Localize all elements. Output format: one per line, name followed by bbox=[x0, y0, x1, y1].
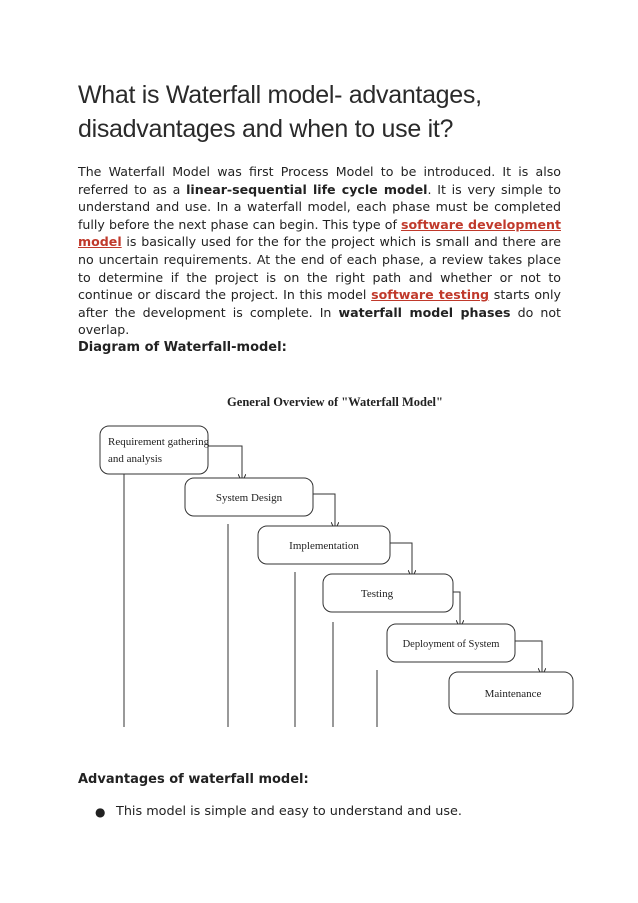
page-title: What is Waterfall model- advantages, disadvantages and when to use it? bbox=[78, 81, 482, 143]
intro-text-5: do not overlap. bbox=[78, 304, 561, 338]
intro-text-4: starts only after the development is complete. In bbox=[78, 287, 561, 320]
list-item bbox=[78, 803, 568, 821]
phase-label-requirements-line1: Requirement gathering bbox=[108, 436, 210, 448]
phase-box-testing bbox=[323, 574, 453, 612]
arrow-requirements-to-design bbox=[208, 446, 242, 478]
intro-bold-linear-sequential: linear-sequential life cycle model bbox=[186, 181, 428, 197]
phase-label-deployment: Deployment of System bbox=[402, 639, 500, 650]
phase-box-implementation bbox=[258, 526, 390, 564]
waterfall-diagram bbox=[90, 382, 580, 732]
software-testing-link[interactable]: software testing bbox=[371, 287, 490, 303]
phase-label-maintenance: Maintenance bbox=[484, 688, 542, 700]
intro-bold-phases: waterfall model phases bbox=[338, 304, 511, 320]
phase-box-system-design bbox=[185, 478, 313, 516]
phase-box-requirements bbox=[100, 426, 210, 474]
intro-text-2: . It is very simple to understand and use. In a waterfall model, each phase must be completed fully before the next phase can begin. This type of bbox=[78, 181, 561, 232]
phase-label-implementation: Implementation bbox=[289, 540, 359, 552]
diagram-heading: Diagram of Waterfall-model: bbox=[78, 340, 287, 355]
phase-label-system-design: System Design bbox=[215, 492, 283, 504]
bullet-icon: ● bbox=[95, 805, 106, 819]
phase-box-deployment bbox=[387, 624, 515, 662]
phase-label-testing: Testing bbox=[360, 588, 394, 600]
advantages-list bbox=[78, 803, 568, 821]
diagram-title: General Overview of "Waterfall Model" bbox=[227, 395, 443, 409]
advantage-text: This model is simple and easy to understand and use. bbox=[116, 804, 462, 819]
intro-text-3: is basically used for the for the project which is small and there are no uncertain requirements. At the end of each phase, a review takes place to determine if the project is on the right path and whether or not to continue or discard the project. In this model bbox=[78, 234, 561, 303]
intro-text-1: The Waterfall Model was first Process Model to be introduced. It is also referred to as a bbox=[78, 164, 561, 197]
intro-paragraph bbox=[78, 163, 561, 339]
software-development-model-link[interactable]: software development model bbox=[78, 216, 561, 250]
advantages-heading: Advantages of waterfall model: bbox=[78, 772, 309, 787]
phase-box-maintenance bbox=[449, 672, 573, 714]
phase-label-requirements-line2: and analysis bbox=[108, 453, 163, 465]
